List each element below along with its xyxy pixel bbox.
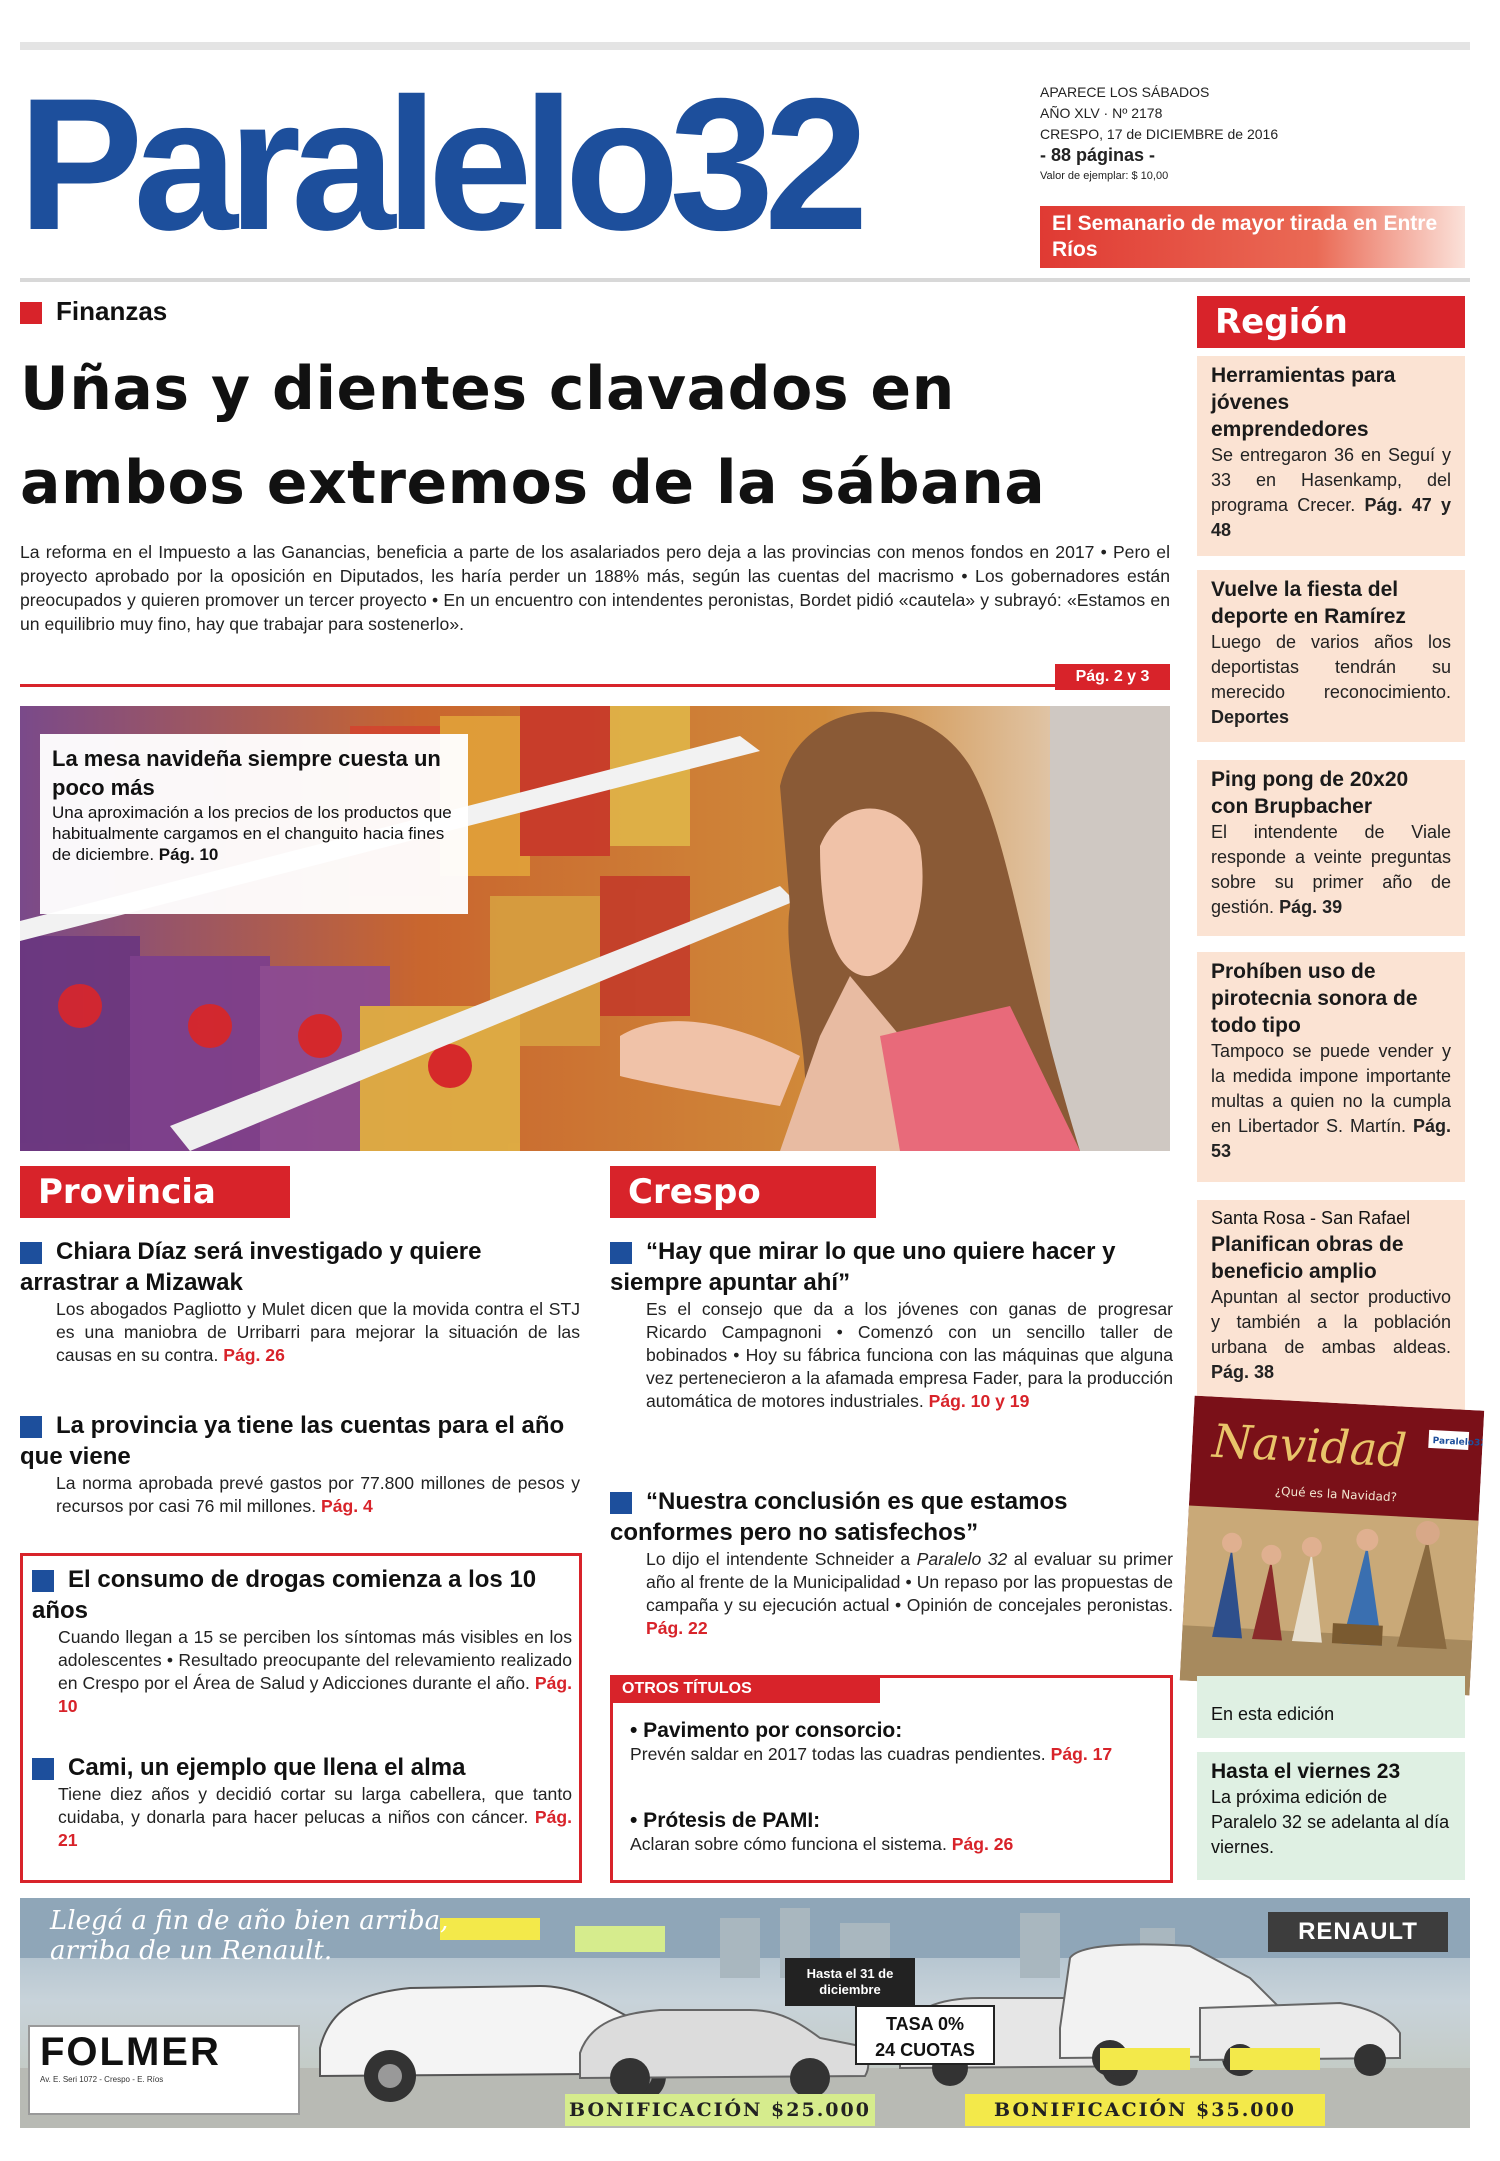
- otros-body: [630, 1833, 1160, 1856]
- bullet-icon: [610, 1492, 632, 1514]
- lead-headline[interactable]: Uñas y dientes clavados en ambos extremos de la sábana: [20, 354, 1046, 518]
- story-title: [20, 1236, 580, 1298]
- photo-caption-title: La mesa navideña siempre cuesta un poco más: [52, 746, 441, 800]
- dealer-name: FOLMER: [40, 2030, 221, 2074]
- region-item-body: [1211, 1039, 1451, 1164]
- tasa-cuotas: 24 CUOTAS: [875, 2040, 975, 2060]
- story-title-text: La provincia ya tiene las cuentas para el año que viene: [20, 1412, 565, 1470]
- edition-line-3: CRESPO, 17 de DICIEMBRE de 2016: [1040, 126, 1279, 142]
- tasa-badge: [855, 2005, 995, 2065]
- region-item-body: [1211, 1285, 1451, 1385]
- photo-caption-body: [52, 802, 456, 865]
- navidad-cover-title: Navidad: [1210, 1413, 1409, 1478]
- region-item-page: Pág. 53: [1211, 1116, 1451, 1161]
- story-title-text: Cami, un ejemplo que llena el alma: [68, 1754, 466, 1781]
- story-title: [32, 1752, 572, 1783]
- photo-caption-box[interactable]: [40, 734, 468, 914]
- story-title: [610, 1236, 1173, 1298]
- folmer-logo[interactable]: [28, 2025, 300, 2115]
- provincia-story-3[interactable]: [32, 1564, 572, 1718]
- lead-divider: [20, 684, 1170, 687]
- story-body-text: Los abogados Pagliotto y Mulet dicen que la movida contra el STJ es una maniobra de Urribarri para mejorar la situación de las causas en su contra.: [56, 1299, 580, 1365]
- slogan: El Semanario de mayor tirada en Entre Ríos: [1040, 206, 1465, 268]
- region-item-body-text: Luego de varios años los deportistas tendrán su merecido reconocimiento.: [1211, 632, 1451, 702]
- provincia-story-2[interactable]: [20, 1410, 580, 1518]
- story-title-text: “Hay que mirar lo que uno quiere hacer y siempre apuntar ahí”: [610, 1238, 1116, 1296]
- hasta-body: La próxima edición de Paralelo 32 se adelanta al día viernes.: [1211, 1787, 1450, 1857]
- otros-body-text: Prevén saldar en 2017 todas las cuadras pendientes.: [630, 1744, 1046, 1764]
- region-item-title: Vuelve la fiesta del deporte en Ramírez: [1211, 578, 1406, 628]
- en-esta-edicion: En esta edición: [1197, 1676, 1465, 1738]
- region-item-body-text: El intendente de Viale responde a veinte preguntas sobre su primer año de gestión.: [1211, 822, 1451, 917]
- lead-section-text: Finanzas: [56, 296, 168, 326]
- region-item-body: [1211, 630, 1451, 730]
- region-item-page: Pág. 47 y 48: [1211, 495, 1451, 540]
- bullet-icon: [32, 1570, 54, 1592]
- story-body: [32, 1626, 572, 1718]
- crespo-story-1[interactable]: [610, 1236, 1173, 1413]
- story-body-italic: Paralelo 32: [916, 1549, 1008, 1569]
- provincia-story-4[interactable]: [32, 1752, 572, 1852]
- story-body-text: Lo dijo el intendente Schneider a: [646, 1549, 917, 1569]
- story-title: [610, 1486, 1173, 1548]
- region-item-title: Herramientas para jóvenes emprendedores: [1211, 364, 1396, 441]
- story-body: [610, 1548, 1173, 1640]
- crespo-story-2[interactable]: [610, 1486, 1173, 1640]
- otros-item-1[interactable]: [630, 1718, 1160, 1766]
- story-title: [20, 1410, 580, 1472]
- otros-titulos-header: OTROS TÍTULOS: [610, 1675, 880, 1703]
- region-item-body-text: Tampoco se puede vender y la medida impone importante multas a quien no la cumpla en Libertador S. Martín.: [1211, 1041, 1451, 1136]
- renault-logo[interactable]: RENAULT: [1268, 1912, 1448, 1952]
- photo-page-ref: Pág. 10: [158, 845, 219, 864]
- hasta-el-viernes[interactable]: [1197, 1752, 1465, 1880]
- region-item-page: Deportes: [1211, 707, 1290, 727]
- bullet-icon: [20, 1416, 42, 1438]
- ad-tagline: [50, 1906, 448, 1966]
- edition-line-1: APARECE LOS SÁBADOS: [1040, 84, 1210, 100]
- otros-body-text: Aclaran sobre cómo funciona el sistema.: [630, 1834, 947, 1854]
- story-body: [20, 1472, 580, 1518]
- page-count: - 88 páginas -: [1040, 145, 1156, 165]
- story-body: [610, 1298, 1173, 1413]
- edition-line-2: AÑO XLV · Nº 2178: [1040, 105, 1163, 121]
- story-page-ref: Pág. 22: [646, 1618, 708, 1638]
- photo-caption-text: Una aproximación a los precios de los productos que habitualmente cargamos en el changuito hacia fines de diciembre.: [52, 803, 452, 864]
- story-page-ref: Pág. 10 y 19: [928, 1391, 1030, 1411]
- top-rule: [20, 42, 1470, 50]
- navidad-cover-subtitle: ¿Qué es la Navidad?: [1274, 1483, 1398, 1505]
- ad-tagline-2: arriba de un Renault.: [50, 1936, 333, 1966]
- section-marker-icon: [20, 302, 42, 324]
- story-title-text: Chiara Díaz será investigado y quiere arrastrar a Mizawak: [20, 1238, 482, 1296]
- region-item-title: Prohíben uso de pirotecnia sonora de todo tipo: [1211, 960, 1418, 1037]
- region-item-page: Pág. 39: [1279, 897, 1343, 917]
- region-item-5[interactable]: [1197, 1200, 1465, 1410]
- provincia-header: Provincia: [20, 1166, 290, 1218]
- story-title-text: El consumo de drogas comienza a los 10 años: [32, 1566, 537, 1624]
- navidad-cover-art: [1180, 1396, 1485, 1696]
- story-page-ref: Pág. 4: [320, 1496, 373, 1516]
- story-page-ref: Pág. 10: [58, 1673, 572, 1716]
- region-item-kicker: Santa Rosa - San Rafael: [1211, 1208, 1411, 1228]
- region-item-body: [1211, 443, 1451, 543]
- region-item-1[interactable]: [1197, 356, 1465, 556]
- otros-title: • Prótesis de PAMI:: [630, 1809, 821, 1832]
- otros-body: [630, 1743, 1160, 1766]
- story-body: [20, 1298, 580, 1367]
- region-item-body-text: Se entregaron 36 en Seguí y 33 en Hasenkamp, del programa Crecer.: [1211, 445, 1451, 515]
- story-body-text: La norma aprobada prevé gastos por 77.800 millones de pesos y recursos por casi 76 mil millones.: [56, 1473, 580, 1516]
- region-item-body: [1211, 820, 1451, 920]
- story-page-ref: Pág. 21: [58, 1807, 572, 1850]
- story-body-text: Cuando llegan a 15 se perciben los síntomas más visibles en los adolescentes • Resultado preocupante del relevamiento realizado en Crespo por el Área de Salud y Adicciones durante el año.: [58, 1627, 572, 1693]
- story-body-text: Es el consejo que da a los jóvenes con ganas de progresar Ricardo Campagnoni • Comenzó con un sencillo taller de bobinados • Hoy su fábrica funciona con las máquinas que alguna vez pertenecieron a la afamada empresa Fader, para la producción automática de motores industriales.: [646, 1299, 1173, 1411]
- otros-page-ref: Pág. 17: [1050, 1744, 1113, 1764]
- lead-section-label: [20, 296, 167, 327]
- otros-item-2[interactable]: [630, 1808, 1160, 1856]
- lead-page-ref[interactable]: Pág. 2 y 3: [1055, 664, 1170, 690]
- navidad-cover[interactable]: [1180, 1396, 1485, 1696]
- ad-tagline-1: Llegá a fin de año bien arriba,: [50, 1906, 449, 1936]
- crespo-header: Crespo: [610, 1166, 876, 1218]
- story-body-text-2: al evaluar su primer año al frente de la Municipalidad • Un repaso por las propuestas de campaña y su ejecución actual • Opinión de concejales peronistas.: [646, 1549, 1173, 1615]
- story-body: [32, 1783, 572, 1852]
- otros-page-ref: Pág. 26: [951, 1834, 1014, 1854]
- region-item-body-text: Apuntan al sector productivo y también a la población urbana de ambas aldeas.: [1211, 1287, 1451, 1357]
- hasta-title: Hasta el viernes 23: [1211, 1760, 1401, 1783]
- masthead-rule: [20, 278, 1470, 282]
- region-item-page: Pág. 38: [1211, 1362, 1275, 1382]
- story-title-text: “Nuestra conclusión es que estamos conformes pero no satisfechos”: [610, 1488, 1068, 1546]
- story-body-text: Tiene diez años y decidió cortar su larga cabellera, que tanto cuidaba, y donarla para hacer pelucas a niños con cáncer.: [58, 1784, 572, 1827]
- otros-title: • Pavimento por consorcio:: [630, 1719, 903, 1742]
- price: Valor de ejemplar: $ 10,00: [1040, 170, 1169, 182]
- navidad-cover-logo: Paralelo32: [1432, 1436, 1485, 1449]
- region-item-3[interactable]: [1197, 760, 1465, 936]
- edition-info: [1040, 82, 1460, 187]
- tasa-rate: TASA 0%: [885, 2014, 964, 2034]
- region-item-2[interactable]: [1197, 570, 1465, 742]
- region-item-4[interactable]: [1197, 952, 1465, 1182]
- bonificacion-1: BONIFICACIÓN $25.000: [565, 2094, 875, 2126]
- lead-body: La reforma en el Impuesto a las Ganancias, beneficia a parte de los asalariados pero deja a las provincias con menos fondos en 2017 • Pero el proyecto aprobado por la oposición en Diputados, les haría perder un 188% más, según las cuentas del macrismo • Los gobernadores están preocupados y quieren promover un tercer proyecto • En un encuentro con intendentes peronistas, Bordet pidió «cautela» y subrayó: «Estamos en un equilibrio muy fino, hay que trabajar para sostenerlo».: [20, 542, 1170, 634]
- promo-date: Hasta el 31 de diciembre: [785, 1958, 915, 2006]
- bullet-icon: [610, 1242, 632, 1264]
- bullet-icon: [20, 1242, 42, 1264]
- region-item-title: Planifican obras de beneficio amplio: [1211, 1233, 1404, 1283]
- region-header: Región: [1197, 296, 1465, 348]
- bonificacion-2: BONIFICACIÓN $35.000: [965, 2094, 1325, 2126]
- story-page-ref: Pág. 26: [223, 1345, 285, 1365]
- bullet-icon: [32, 1758, 54, 1780]
- masthead-logo[interactable]: Paralelo32: [18, 59, 859, 269]
- region-item-title: Ping pong de 20x20 con Brupbacher: [1211, 768, 1409, 818]
- story-title: [32, 1564, 572, 1626]
- dealer-address: Av. E. Seri 1072 - Crespo - E. Ríos: [40, 2075, 164, 2084]
- provincia-story-1[interactable]: [20, 1236, 580, 1367]
